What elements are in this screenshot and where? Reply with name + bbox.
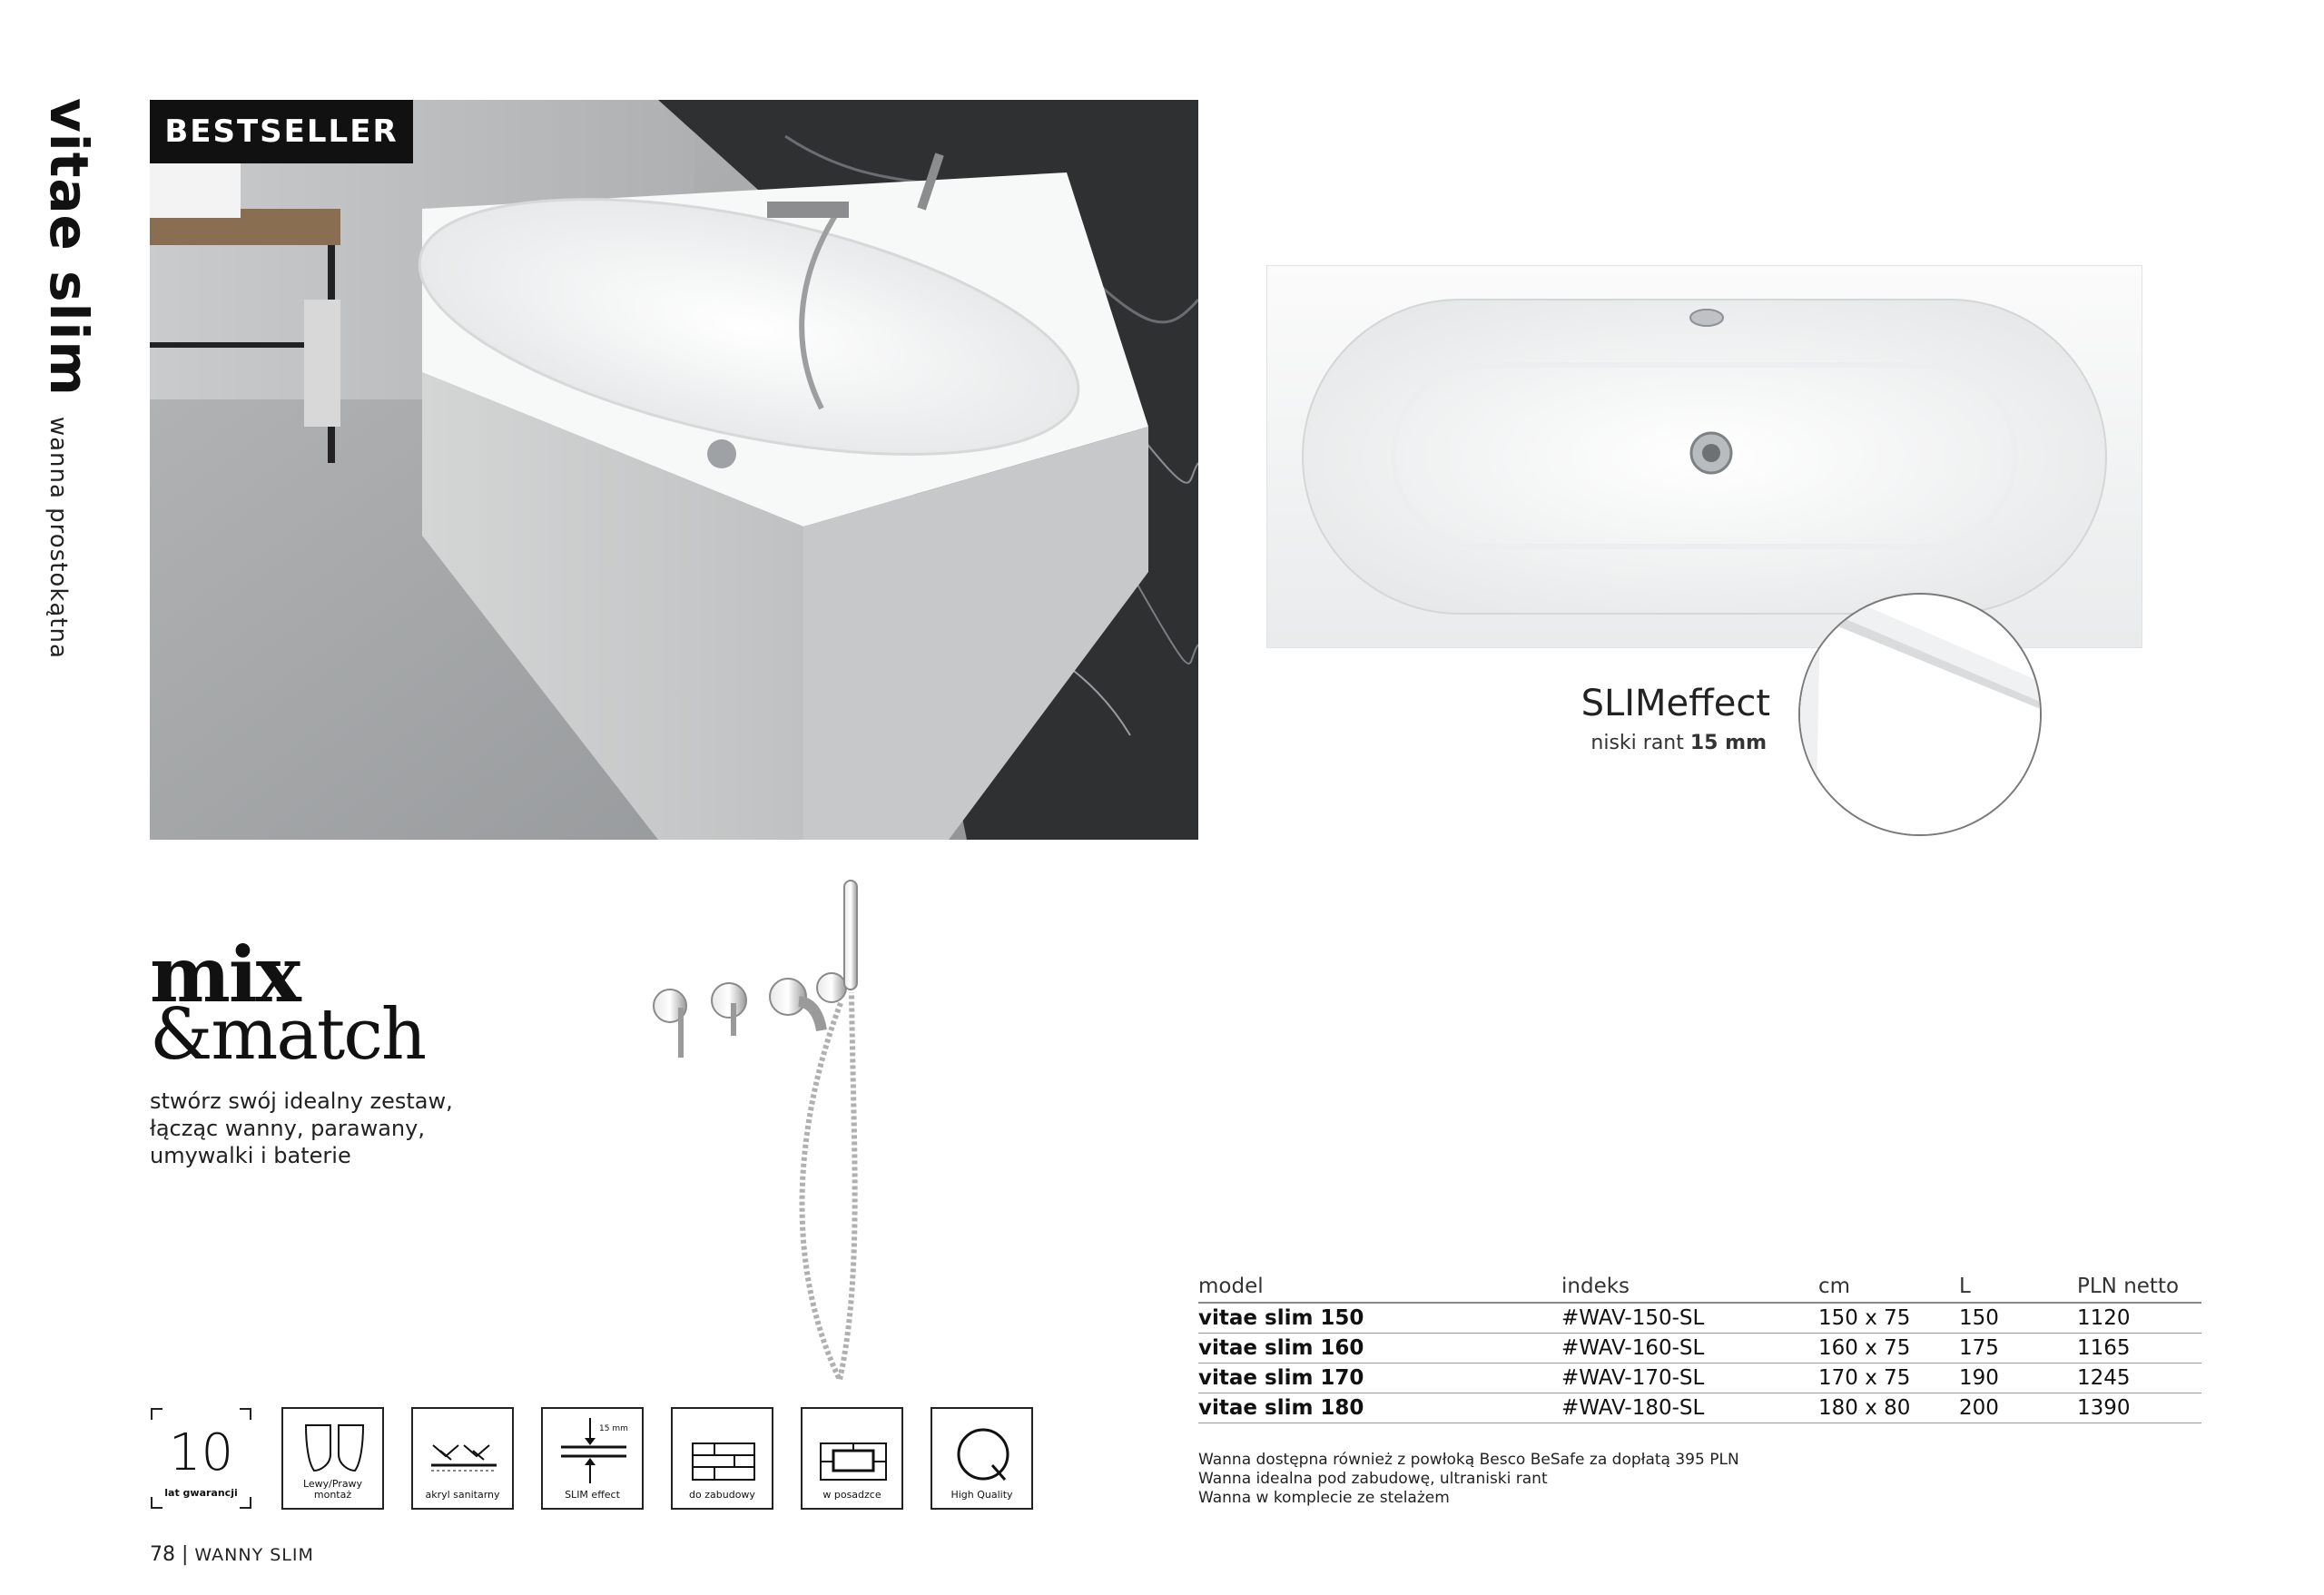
price-cell: 1245 xyxy=(2077,1364,2201,1393)
high-quality-icon xyxy=(931,1407,1033,1510)
tagline-line: umywalki i baterie xyxy=(150,1143,351,1168)
column-header: L xyxy=(1959,1275,2077,1303)
bathtub-top-view xyxy=(1266,265,2142,648)
section-name: WANNY SLIM xyxy=(194,1545,314,1565)
table-row xyxy=(1198,1334,2201,1364)
slim-edge-detail xyxy=(1797,592,2043,837)
built-in-label: do zabudowy xyxy=(689,1489,755,1501)
floor-icon xyxy=(801,1407,903,1510)
mix-heading: mix xyxy=(150,930,300,1019)
model-cell: vitae slim 150 xyxy=(1198,1303,1561,1334)
footer-separator: | xyxy=(182,1543,189,1566)
left-right-icon xyxy=(281,1407,384,1510)
table-row xyxy=(1198,1364,2201,1393)
table-row xyxy=(1198,1303,2201,1334)
column-header: PLN netto xyxy=(2077,1275,2201,1303)
volume-cell: 200 xyxy=(1959,1393,2077,1423)
index-cell: #WAV-150-SL xyxy=(1561,1303,1818,1334)
page-number: 78 xyxy=(150,1543,175,1566)
table-header-row xyxy=(1198,1275,2201,1303)
warranty-icon xyxy=(150,1407,252,1510)
slim-effect-label: SLIM effect xyxy=(565,1489,620,1501)
size-cell: 150 x 75 xyxy=(1818,1303,1959,1334)
faucet-set-image xyxy=(635,876,908,1384)
tagline-line: łącząc wanny, parawany, xyxy=(150,1116,425,1141)
vertical-title xyxy=(36,98,100,659)
price-cell: 1165 xyxy=(2077,1334,2201,1364)
product-type: wanna prostokątna xyxy=(44,416,72,659)
floor-label: w posadzce xyxy=(822,1489,881,1501)
model-cell: vitae slim 180 xyxy=(1198,1393,1561,1423)
feature-icons xyxy=(150,1407,1039,1514)
warranty-label: lat gwarancji xyxy=(164,1487,238,1499)
volume-cell: 175 xyxy=(1959,1334,2077,1364)
volume-cell: 150 xyxy=(1959,1303,2077,1334)
match-heading: &match xyxy=(150,994,426,1076)
warranty-years: 10 xyxy=(168,1423,234,1482)
product-notes xyxy=(1198,1451,1739,1508)
index-cell: #WAV-180-SL xyxy=(1561,1393,1818,1423)
price-table xyxy=(1198,1275,2201,1423)
price-cell: 1390 xyxy=(2077,1393,2201,1423)
note-line: Wanna dostępna również z powłoką Besco BeSafe za dopłatą 395 PLN xyxy=(1198,1451,1739,1469)
acrylic-icon xyxy=(411,1407,514,1510)
table-row xyxy=(1198,1393,2201,1423)
bestseller-badge: BESTSELLER xyxy=(150,100,413,163)
model-cell: vitae slim 170 xyxy=(1198,1364,1561,1393)
note-line: Wanna w komplecie ze stelażem xyxy=(1198,1489,1450,1507)
slim-effect-title: SLIMeffect xyxy=(1581,683,1770,724)
slim-sub-prefix: niski rant xyxy=(1590,732,1684,754)
note-line: Wanna idealna pod zabudowę, ultraniski rant xyxy=(1198,1470,1548,1488)
size-cell: 170 x 75 xyxy=(1818,1364,1959,1393)
page-footer xyxy=(150,1543,314,1566)
column-header: indeks xyxy=(1561,1275,1818,1303)
left-right-label: Lewy/Prawy montaż xyxy=(302,1478,363,1501)
model-cell: vitae slim 160 xyxy=(1198,1334,1561,1364)
bathroom-photo xyxy=(150,100,1198,840)
slim-effect-icon xyxy=(541,1407,644,1510)
tagline xyxy=(150,1088,495,1169)
high-quality-label: High Quality xyxy=(950,1489,1013,1501)
column-header: model xyxy=(1198,1275,1561,1303)
size-cell: 180 x 80 xyxy=(1818,1393,1959,1423)
index-cell: #WAV-170-SL xyxy=(1561,1364,1818,1393)
index-cell: #WAV-160-SL xyxy=(1561,1334,1818,1364)
acrylic-label: akryl sanitarny xyxy=(425,1489,500,1501)
volume-cell: 190 xyxy=(1959,1364,2077,1393)
tagline-line: stwórz swój idealny zestaw, xyxy=(150,1088,453,1114)
built-in-icon xyxy=(671,1407,773,1510)
price-cell: 1120 xyxy=(2077,1303,2201,1334)
slim-mark: 15 mm xyxy=(599,1424,628,1433)
column-header: cm xyxy=(1818,1275,1959,1303)
slim-effect-subtitle xyxy=(1471,732,1767,754)
size-cell: 160 x 75 xyxy=(1818,1334,1959,1364)
slim-sub-value: 15 mm xyxy=(1689,732,1767,754)
product-name: vitae slim xyxy=(38,98,100,397)
